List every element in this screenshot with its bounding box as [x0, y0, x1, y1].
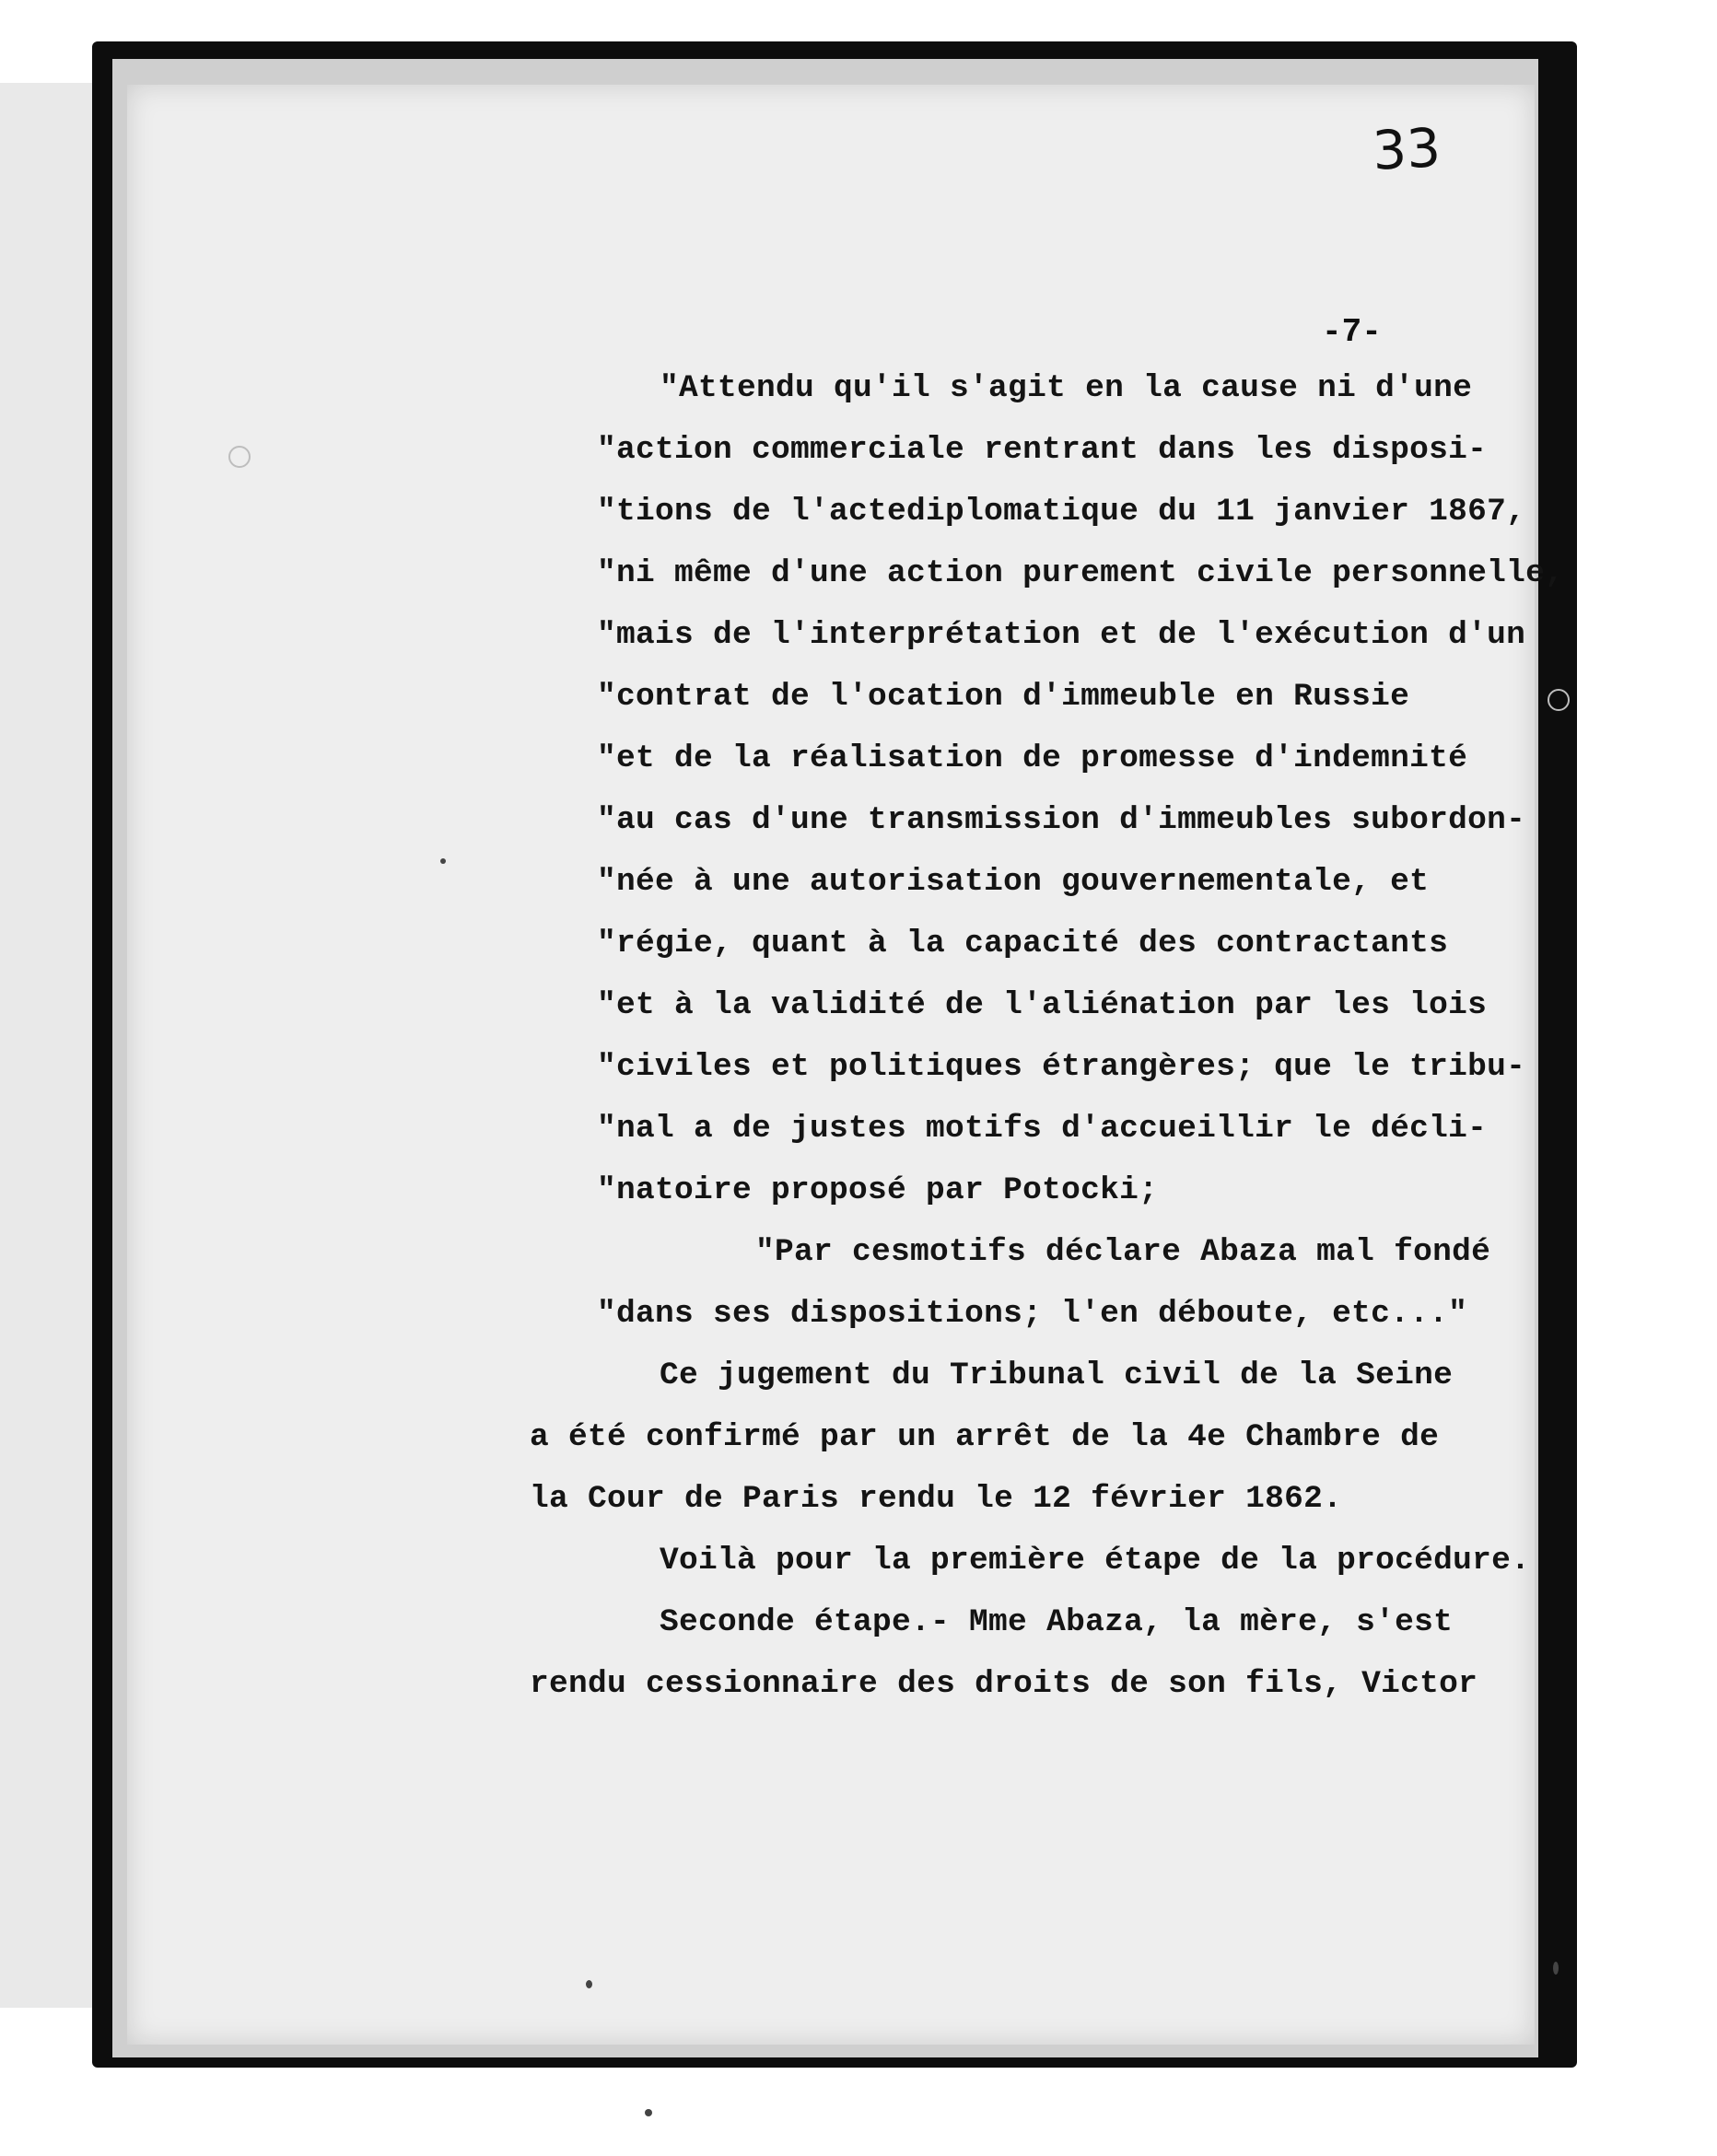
text-line: Ce jugement du Tribunal civil de la Seine	[660, 1358, 1454, 1393]
text-line: Seconde étape.- Mme Abaza, la mère, s'est	[660, 1604, 1454, 1640]
text-line: "natoire proposé par Potocki;	[597, 1172, 1159, 1208]
text-line: rendu cessionnaire des droits de son fils, Victor	[530, 1666, 1478, 1702]
speck	[1553, 1962, 1559, 1975]
text-line: "tions de l'actediplomatique du 11 janvier 1867,	[597, 494, 1526, 530]
text-line: "contrat de l'ocation d'immeuble en Russie	[597, 679, 1410, 715]
text-line: "et à la validité de l'aliénation par les lois	[597, 987, 1488, 1023]
text-line: "régie, quant à la capacité des contractants	[597, 926, 1449, 961]
text-line: "et de la réalisation de promesse d'indemnité	[597, 740, 1468, 776]
text-line: la Cour de Paris rendu le 12 février 1862.	[530, 1481, 1343, 1517]
text-line: "au cas d'une transmission d'immeubles subordon-	[597, 802, 1526, 838]
text-line: "action commerciale rentrant dans les disposi-	[597, 432, 1488, 468]
text-line: "ni même d'une action purement civile personnelle,	[597, 555, 1565, 591]
text-line: "Par cesmotifs déclare Abaza mal fondé	[755, 1234, 1491, 1270]
speck	[586, 1980, 592, 1988]
text-line: "civiles et politiques étrangères; que le tribu-	[597, 1049, 1526, 1085]
text-line: "née à une autorisation gouvernementale, et	[597, 864, 1430, 900]
speck	[440, 858, 446, 864]
text-line: "dans ses dispositions; l'en déboute, etc..."	[597, 1296, 1468, 1332]
page-number: -7-	[1322, 313, 1382, 351]
folio-number: 33	[1371, 116, 1443, 182]
text-line: "nal a de justes motifs d'accueillir le décli-	[597, 1111, 1488, 1147]
text-line: a été confirmé par un arrêt de la 4e Chambre de	[530, 1419, 1440, 1455]
text-line: "Attendu qu'il s'agit en la cause ni d'une	[660, 370, 1473, 406]
text-line: "mais de l'interprétation et de l'exécution d'un	[597, 617, 1526, 653]
speck	[645, 2109, 652, 2116]
text-line: Voilà pour la première étape de la procédure.	[660, 1543, 1531, 1579]
